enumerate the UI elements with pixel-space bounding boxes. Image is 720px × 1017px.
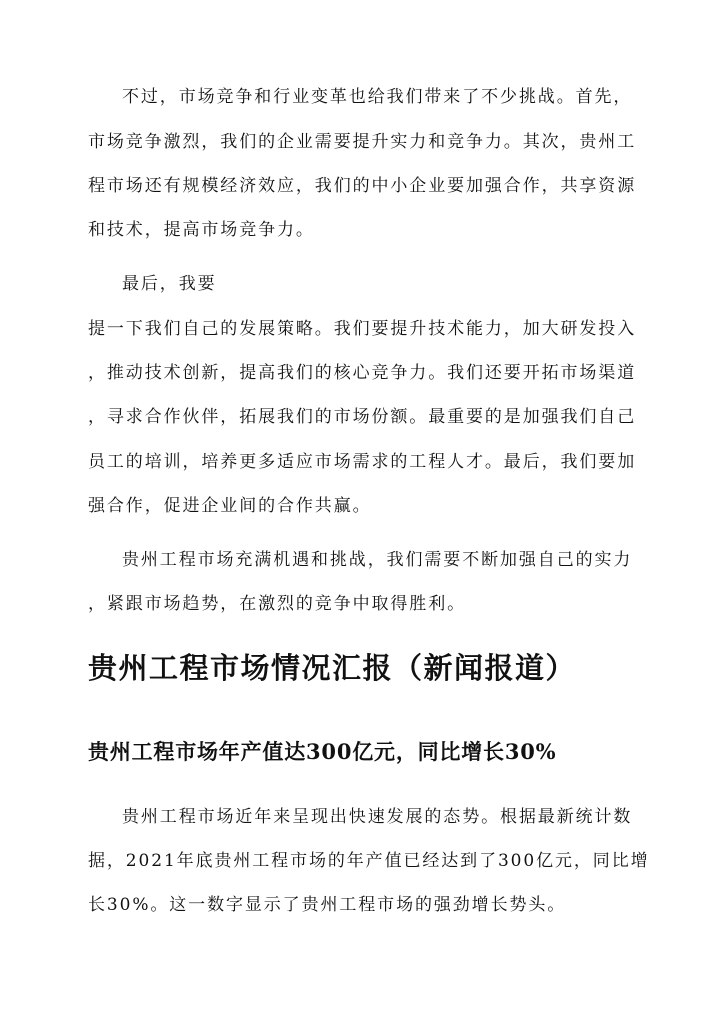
paragraph-4-line-3: 长30%。这一数字显示了贵州工程市场的强劲增长势头。 bbox=[88, 895, 567, 915]
section-heading: 贵州工程市场情况汇报（新闻报道） bbox=[88, 651, 577, 685]
paragraph-2-line-4: ，寻求合作伙伴，拓展我们的市场份额。最重要的是加强我们自己 bbox=[88, 407, 637, 427]
paragraph-3-line-1: 贵州工程市场充满机遇和挑战，我们需要不断加强自己的实力 bbox=[122, 550, 633, 570]
paragraph-4-line-1: 贵州工程市场近年来呈现出快速发展的态势。根据最新统计数 bbox=[122, 807, 633, 827]
paragraph-1-line-4: 和技术，提高市场竞争力。 bbox=[88, 220, 315, 240]
paragraph-1-line-2: 市场竞争激烈，我们的企业需要提升实力和竞争力。其次，贵州工 bbox=[88, 132, 637, 152]
paragraph-4-line-2: 据，2021年底贵州工程市场的年产值已经达到了300亿元，同比增 bbox=[88, 851, 650, 871]
paragraph-2-line-1: 最后，我要 bbox=[122, 274, 217, 294]
paragraph-2-line-3: ，推动技术创新，提高我们的核心竞争力。我们还要开拓市场渠道 bbox=[88, 363, 637, 383]
news-headline: 贵州工程市场年产值达300亿元，同比增长30% bbox=[88, 739, 557, 764]
paragraph-1-line-1: 不过，市场竞争和行业变革也给我们带来了不少挑战。首先， bbox=[122, 87, 633, 107]
paragraph-2-line-2: 提一下我们自己的发展策略。我们要提升技术能力，加大研发投入 bbox=[88, 319, 637, 339]
paragraph-1-line-3: 程市场还有规模经济效应，我们的中小企业要加强合作，共享资源 bbox=[88, 176, 637, 196]
paragraph-3-line-2: ，紧跟市场趋势，在激烈的竞争中取得胜利。 bbox=[88, 594, 466, 614]
paragraph-2-line-5: 员工的培训，培养更多适应市场需求的工程人才。最后，我们要加 bbox=[88, 452, 637, 472]
paragraph-2-line-6: 强合作，促进企业间的合作共赢。 bbox=[88, 496, 372, 516]
